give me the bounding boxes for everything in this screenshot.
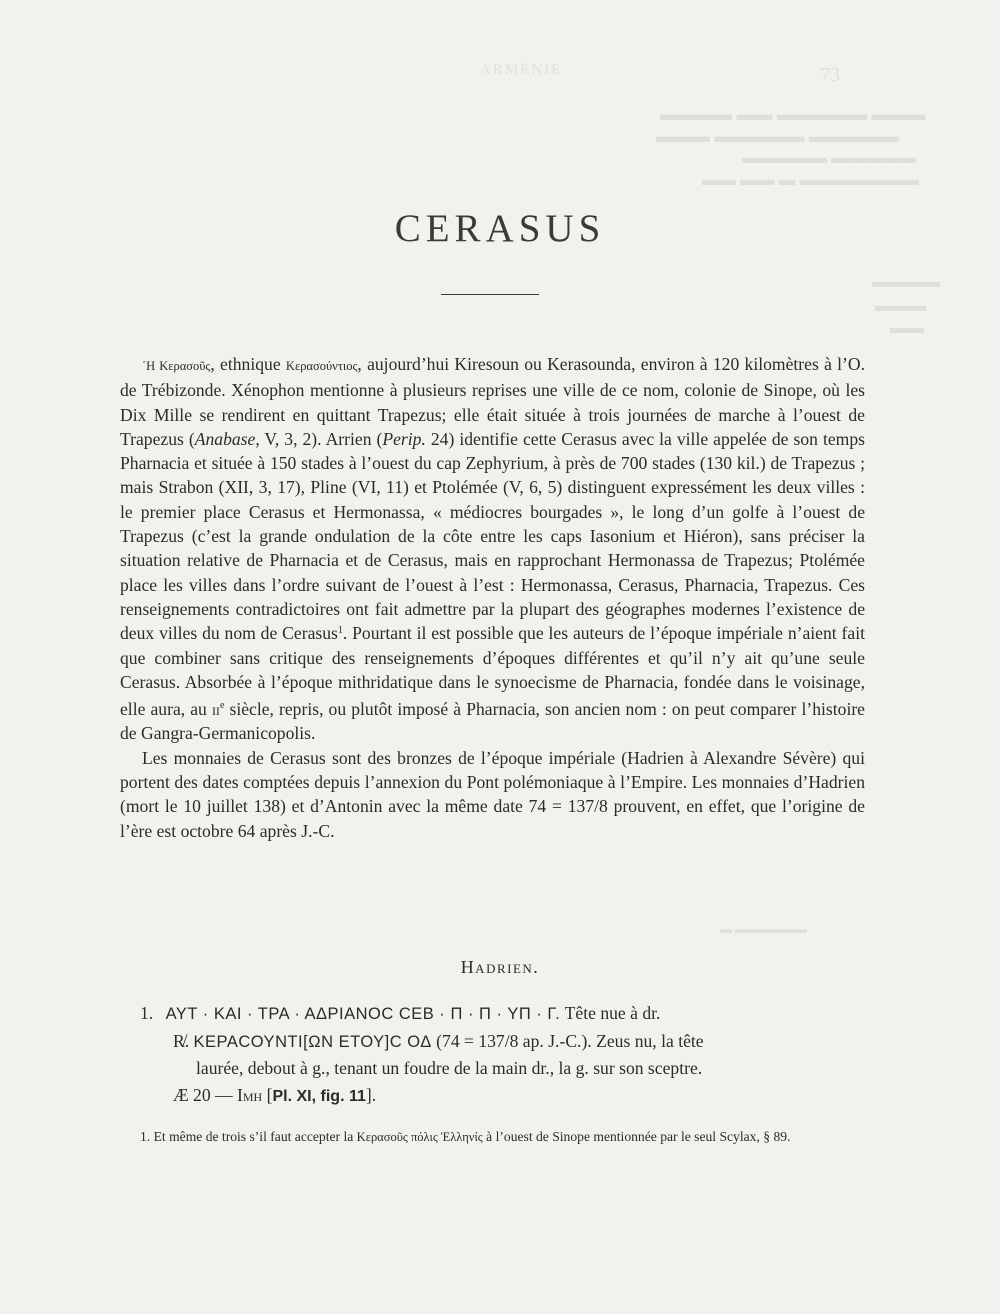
verso-showthrough: ▬▬▬ — [875, 296, 926, 315]
verso-showthrough: ▬ ▬▬▬▬▬▬ — [720, 922, 807, 936]
text-run: , ethnique — [210, 354, 286, 374]
metal-line — [140, 1082, 880, 1111]
main-text — [120, 352, 865, 843]
verso-showthrough: ▬▬▬ ▬▬▬▬▬ ▬▬▬▬▬ — [656, 126, 899, 146]
section-heading: Hadrien. — [460, 957, 540, 977]
greek-ethnic: Κερασούντιος — [285, 359, 358, 373]
text-run: . Pourtant il est possible que les auteurs de l’époque impériale n’aient fait que combiner sans critique des renseignements d’époques différentes et qu’il n’y ait qu’une seule Cerasus. Absorbée à l’époque mithridatique dans le synoecisme de Pharnacia, fondée dans le voisinage, elle aura, au — [120, 623, 865, 720]
text-run: , V, 3, 2). Arrien ( — [255, 428, 383, 449]
verso-showthrough: 73 — [820, 64, 840, 86]
title-rule — [441, 294, 539, 295]
obverse-legend: ΑΥΤ · ΚΑΙ · ΤΡΑ · ΑΔΡΙΑΝΟϹ ϹΕΒ · Π · Π · ΥΠ · Γ. — [165, 1005, 561, 1023]
verso-showthrough: ▬▬ — [890, 318, 924, 337]
verso-showthrough: ▬▬▬▬▬ ▬▬▬▬▬ — [742, 148, 917, 167]
reverse-legend: ΚΕΡΑϹΟΥΝΤΙ[ΩΝ ΕΤΟΥ]Ϲ ΟΔ — [193, 1032, 432, 1051]
reverse-line — [140, 1028, 880, 1056]
bracket: ]. — [365, 1084, 377, 1105]
reverse-continuation: laurée, debout à g., tenant un foudre de la main dr., la g. sur son sceptre. — [196, 1058, 703, 1078]
century-suffix: e — [219, 700, 225, 712]
verso-showthrough: ▬▬▬▬ ▬▬ ▬▬▬▬▬ ▬▬▬ — [660, 104, 926, 124]
collection-name: Imh — [237, 1084, 263, 1105]
verso-showthrough: ▬▬▬▬ — [872, 272, 940, 291]
bracket: [ — [262, 1084, 273, 1105]
text-run: Et même de trois s’il faut accepter la — [150, 1129, 357, 1144]
citation-anabase: Anabase — [194, 428, 256, 449]
century-numeral: ii — [211, 699, 220, 720]
coin-entry — [140, 1000, 880, 1110]
intro-paragraph — [120, 352, 865, 746]
coinage-paragraph: Les monnaies de Cerasus sont des bronzes de l’époque impériale (Hadrien à Alexandre Sévère) qui portent des dates comptées depuis l’annexion du Pont polémoniaque à l’Empire. Les monnaies d’Hadrien (mort le 10 juillet 138) et d’Antonin avec la même date 74 = 137/8 prouvent, en effet, que l’origine de l’ère est octobre 64 après J.-C. — [120, 747, 865, 841]
reverse-description: (74 = 137/8 ap. J.-C.). Zeus nu, la tête — [431, 1030, 704, 1051]
plate-reference[interactable]: Pl. XI, fig. 11 — [272, 1087, 366, 1105]
text-run: , aujourd’hui Kiresoun ou Kerasounda, environ à 120 kilomètres à l’O. de Trébizonde. Xénophon mentionne à plusieurs reprises une ville de ce nom, colonie de Sinope, où les Dix Mille se rendirent en quittant Trapezus; elle était située à trois journées de marche à l’ouest de Trapezus ( — [120, 354, 865, 449]
greek-city-name: ῾Η Κερασοῦς — [142, 359, 211, 373]
footnote-marker: 1. — [140, 1129, 151, 1144]
verso-showthrough: ▬▬ ▬▬ ▬ ▬▬▬▬▬▬▬ — [702, 170, 919, 189]
footnote-reference[interactable]: 1 — [337, 625, 343, 637]
citation-periplus: Perip. — [382, 428, 426, 449]
metal-size: Æ 20 — — [173, 1084, 238, 1105]
obverse-description: Tête nue à dr. — [560, 1003, 661, 1023]
text-run: siècle, repris, ou plutôt imposé à Pharnacia, son ancien nom : on peut comparer l’histoire de Gangra-Germanicopolis. — [120, 699, 865, 744]
text-run: 24) identifie cette Cerasus avec la ville appelée de son temps Pharnacia et située à 150 stades à l’ouest du cap Zephyrium, à près de 700 stades (130 kil.) de Trapezus ; mais Strabon (XII, 3, 17), Pline (VI, 11) et Ptolémée (V, 6, 5) distinguent expressément les deux villes : le premier place Cerasus et Hermonassa, « médiocres bourgades », le long d’un golfe à l’ouest de Trapezus (c’est la grande ondulation de la côte entre les caps Iasonium et Hiéron), sans préciser la situation relative de Pharnacia et de Cerasus, mais en rapprochant Hermonassa de Trapezus; Ptolémée place les villes dans l’ordre suivant de l’ouest à l’est : Hermonassa, Cerasus, Pharnacia, Trapezus. Ces renseignements contradictoires ont fait admettre par la plupart des géographes modernes l’existence de deux villes du nom de Cerasus — [120, 428, 865, 644]
footnote — [140, 1127, 868, 1147]
text-run: à l’ouest de Sinope mentionnée par le seul Scylax, § 89. — [482, 1129, 791, 1144]
page-title: CERASUS — [394, 207, 606, 250]
reverse-mark: R̸. — [173, 1030, 190, 1051]
footnote-greek: Κερασοῦς πόλις Ἑλληνίς — [356, 1130, 483, 1144]
obverse-line — [140, 1000, 880, 1028]
entry-number: 1. — [140, 1003, 154, 1023]
verso-showthrough: ARMÉNIE — [480, 62, 563, 78]
